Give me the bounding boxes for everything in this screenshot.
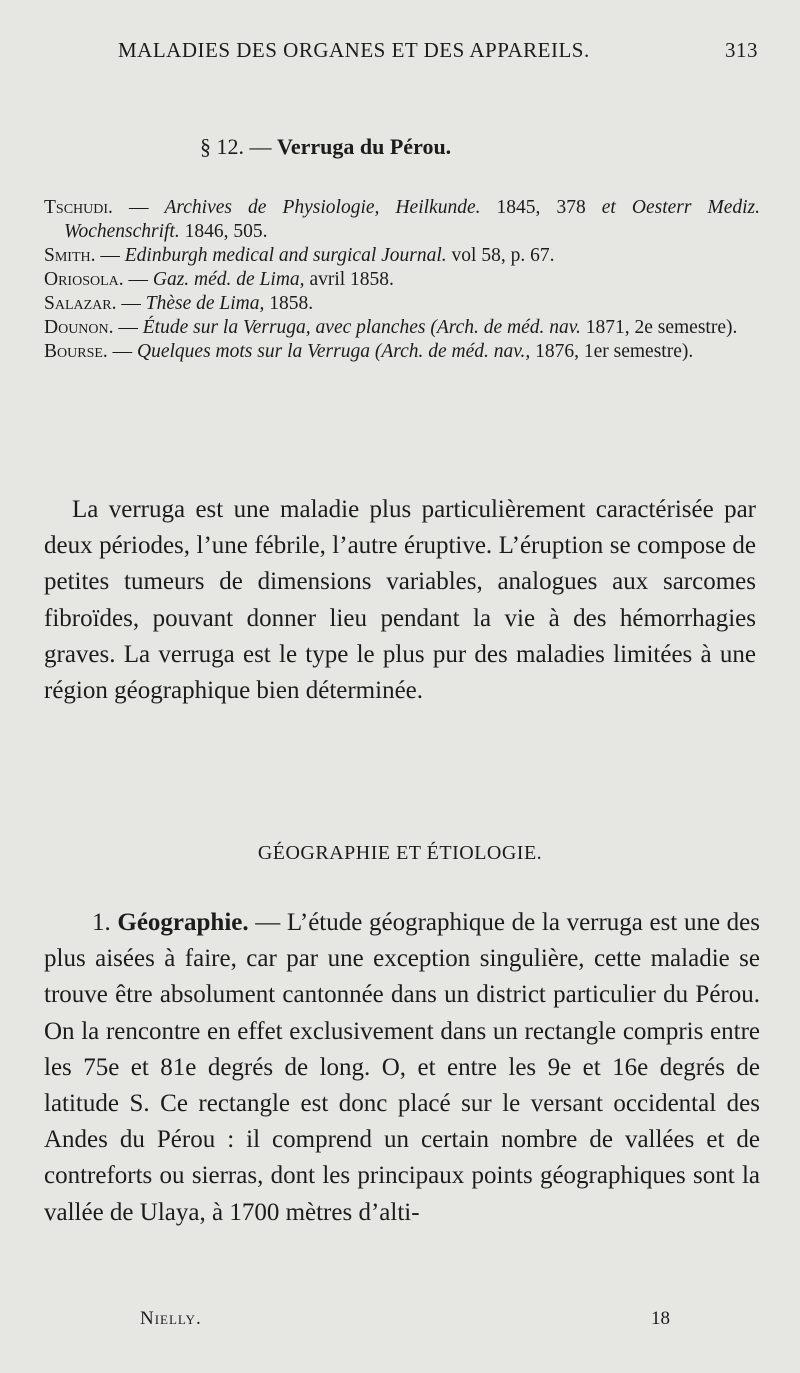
reference-separator: — (113, 317, 143, 338)
reference-author: Tschudi. (44, 197, 113, 218)
running-title: MALADIES DES ORGANES ET DES APPAREILS. (118, 38, 590, 62)
body-paragraph-geography (44, 905, 760, 1231)
reference-separator: — (123, 269, 153, 290)
section-title-text: Verruga du Pérou. (277, 134, 452, 159)
reference-details: 1871, 2e semestre). (580, 317, 738, 338)
paragraph-number: 1. (92, 909, 111, 936)
reference-separator: — (95, 245, 125, 266)
reference-details-secondary: 1846, 505. (179, 221, 268, 242)
reference-title: Quelques mots sur la Verruga (Arch. de méd. nav., (137, 341, 531, 362)
reference-entry (44, 292, 760, 316)
reference-title: Étude sur la Verruga, avec planches (Arch. de méd. nav. (142, 317, 581, 338)
reference-author: Oriosola. (44, 269, 124, 290)
reference-title: Gaz. méd. de Lima, (152, 269, 305, 290)
reference-title: Thèse de Lima, (145, 293, 265, 314)
reference-title-secondary: et Oesterr Mediz. Wochenschrift. (64, 197, 761, 242)
signature-number: 18 (651, 1308, 670, 1329)
reference-details: vol 58, p. 67. (446, 245, 555, 266)
bibliography (44, 196, 760, 364)
reference-details: 1858. (264, 293, 314, 314)
reference-details: 1876, 1er semestre). (530, 341, 694, 362)
section-number: § 12. — (200, 134, 272, 159)
reference-separator: — (107, 341, 138, 362)
page-number: 313 (725, 38, 758, 62)
reference-details: 1845, 378 (480, 197, 602, 218)
reference-title: Edinburgh medical and surgical Journal. (124, 245, 447, 266)
paragraph-lead-title: Géographie. (117, 909, 249, 936)
reference-author: Dounon. (44, 317, 114, 338)
reference-author: Salazar. (44, 293, 117, 314)
reference-separator: — (116, 293, 146, 314)
reference-title: Archives de Physiologie, Heilkunde. (164, 197, 481, 218)
reference-entry (44, 244, 760, 268)
reference-author: Bourse. (44, 341, 108, 362)
reference-separator: — (112, 197, 165, 218)
reference-entry (44, 196, 760, 244)
author-signature: Nielly. (140, 1308, 202, 1329)
reference-entry (44, 316, 760, 340)
reference-details: avril 1858. (304, 269, 394, 290)
subheading: GÉOGRAPHIE ET ÉTIOLOGIE. (257, 842, 543, 864)
reference-author: Smith. (44, 245, 96, 266)
reference-entry (44, 268, 760, 292)
reference-entry (44, 340, 760, 364)
paragraph-text: — L’étude géographique de la verruga est une des plus aisées à faire, car par une exception singulière, cette maladie se trouve être absolument cantonnée dans un district particulier du Pérou. On la rencontre en effet exclusivement dans un rectangle compris entre les 75e et 81e degrés de long. O, et entre les 9e et 16e degrés de latitude S. Ce rectangle est donc placé sur le versant occidental des Andes du Pérou : il comprend un certain nombre de vallées et de contreforts ou sierras, dont les principaux points géographiques sont la vallée de Ulaya, à 1700 mètres d’alti- (44, 909, 760, 1226)
body-paragraph-intro: La verruga est une maladie plus particulièrement caractérisée par deux périodes, l’une fébrile, l’autre éruptive. L’éruption se compose de petites tumeurs de dimensions variables, analogues aux sarcomes fibroïdes, pouvant donner lieu pendant la vie à des hémorrhagies graves. La verruga est le type le plus pur des maladies limitées à une région géographique bien déterminée. (44, 496, 756, 705)
section-title (200, 134, 620, 160)
